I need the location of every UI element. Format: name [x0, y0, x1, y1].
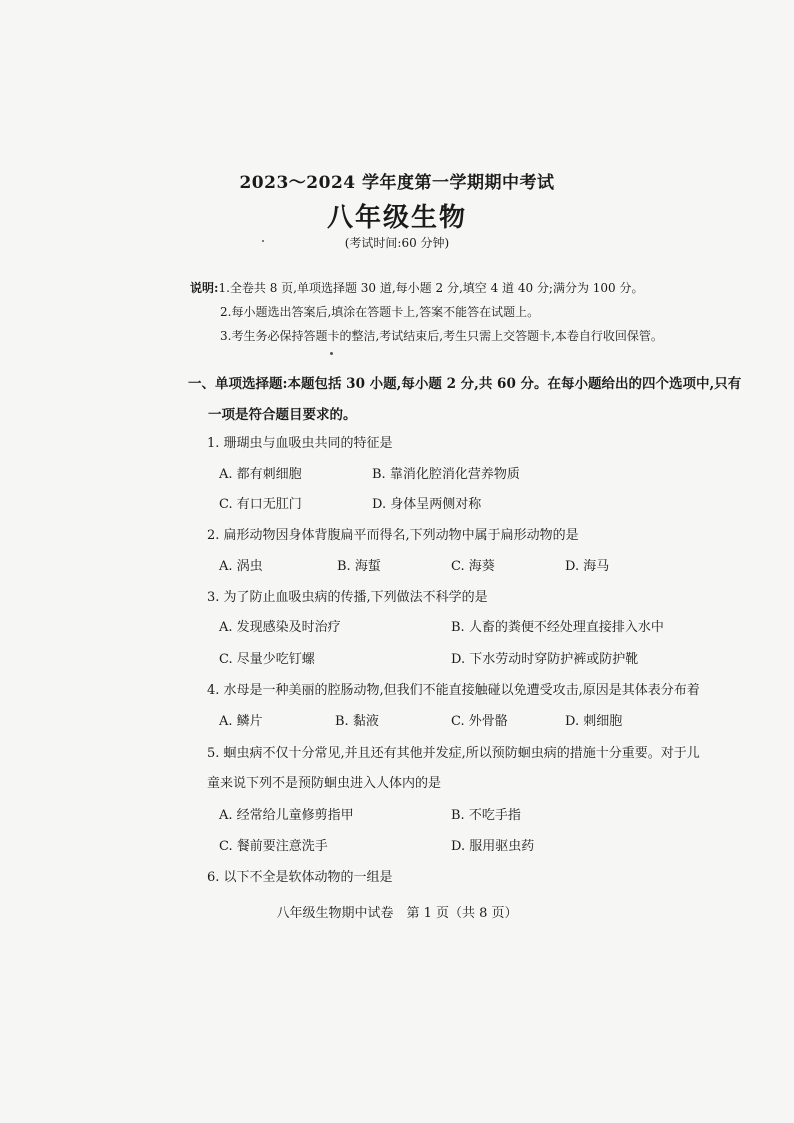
instruction-3: 3.考生务必保持答题卡的整洁,考试结束后,考生只需上交答题卡,本卷自行收回保管。	[220, 329, 663, 343]
question-5-stem-line2: 童来说下列不是预防蛔虫进入人体内的是	[207, 776, 442, 791]
q2-option-a: A. 涡虫	[219, 559, 263, 574]
q2-option-d: D. 海马	[565, 559, 610, 574]
q4-option-a: A. 鳞片	[219, 714, 263, 729]
page-footer: 八年级生物期中试卷 第 1 页（共 8 页）	[276, 906, 518, 921]
q2-option-b: B. 海蜇	[337, 559, 381, 574]
scan-speck	[262, 240, 264, 242]
exam-year-title: 2023～2024 学年度第一学期期中考试	[239, 173, 555, 193]
q4-option-d: D. 刺细胞	[565, 714, 623, 729]
scan-speck	[330, 352, 333, 355]
question-6-stem: 6. 以下不全是软体动物的一组是	[207, 870, 393, 885]
instruction-label: 说明:	[190, 281, 219, 295]
q1-option-b: B. 靠消化腔消化营养物质	[372, 467, 520, 482]
question-5-stem-line1: 5. 蛔虫病不仅十分常见,并且还有其他并发症,所以预防蛔虫病的措施十分重要。对于儿	[207, 746, 700, 761]
q1-option-d: D. 身体呈两侧对称	[372, 497, 482, 512]
q3-option-a: A. 发现感染及时治疗	[219, 620, 341, 635]
section-heading-line1: 一、单项选择题:本题包括 30 小题,每小题 2 分,共 60 分。在每小题给出的四个选项中,只有	[188, 376, 742, 392]
instruction-1: 说明:1.全卷共 8 页,单项选择题 30 道,每小题 2 分,填空 4 道 40 分;满分为 100 分。	[190, 281, 644, 295]
exam-time: (考试时间:60 分钟)	[344, 236, 450, 250]
question-4-stem: 4. 水母是一种美丽的腔肠动物,但我们不能直接触碰以免遭受攻击,原因是其体表分布着	[207, 683, 700, 698]
q3-option-b: B. 人畜的粪便不经处理直接排入水中	[451, 620, 664, 635]
q3-option-c: C. 尽量少吃钉螺	[219, 652, 315, 667]
q4-option-c: C. 外骨骼	[451, 714, 508, 729]
q5-option-c: C. 餐前要注意洗手	[219, 839, 328, 854]
q1-option-c: C. 有口无肛门	[219, 497, 302, 512]
question-3-stem: 3. 为了防止血吸虫病的传播,下列做法不科学的是	[207, 590, 488, 605]
q1-option-a: A. 都有刺细胞	[219, 467, 302, 482]
question-1-stem: 1. 珊瑚虫与血吸虫共同的特征是	[207, 436, 393, 451]
q5-option-b: B. 不吃手指	[451, 808, 521, 823]
question-2-stem: 2. 扁形动物因身体背腹扁平而得名,下列动物中属于扁形动物的是	[207, 528, 579, 543]
q4-option-b: B. 黏液	[335, 714, 379, 729]
q2-option-c: C. 海葵	[451, 559, 495, 574]
section-heading-line2: 一项是符合题目要求的。	[208, 407, 357, 423]
subject-title: 八年级生物	[326, 203, 467, 233]
q5-option-d: D. 服用驱虫药	[451, 839, 535, 854]
instruction-2: 2.每小题选出答案后,填涂在答题卡上,答案不能答在试题上。	[220, 305, 540, 319]
q5-option-a: A. 经常给儿童修剪指甲	[219, 808, 354, 823]
q3-option-d: D. 下水劳动时穿防护裤或防护靴	[451, 652, 639, 667]
